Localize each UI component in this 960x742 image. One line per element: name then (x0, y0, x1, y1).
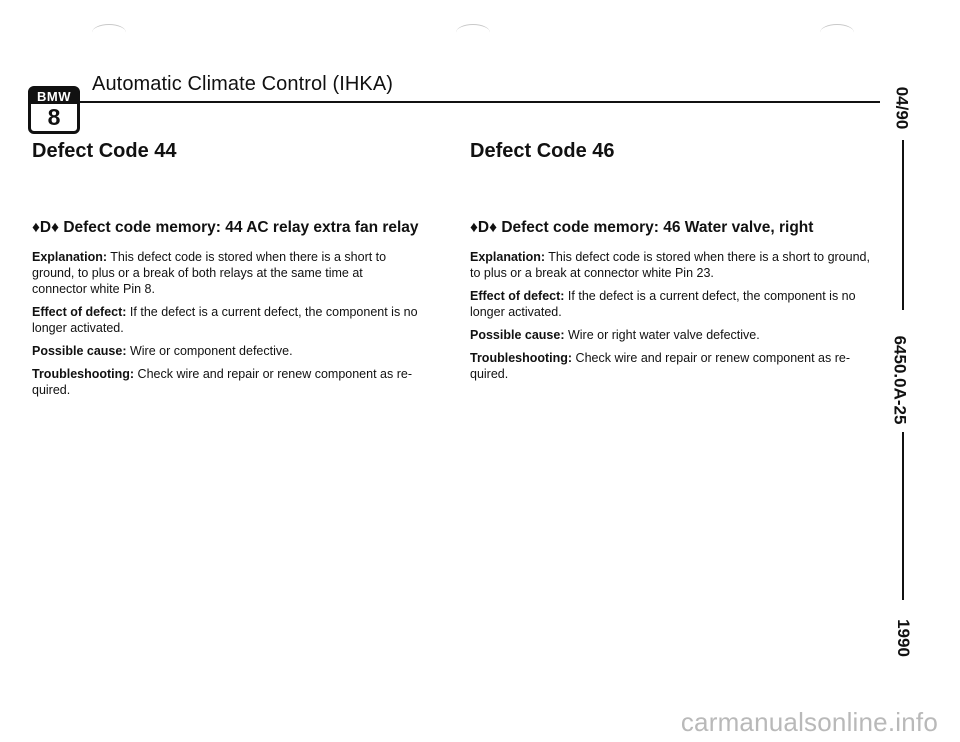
defect-code-title: Defect Code 44 (32, 140, 177, 162)
item-label: Possible cause: (32, 344, 127, 358)
item-label: Troubleshooting: (470, 351, 573, 365)
item-label: Troubleshooting: (32, 367, 135, 381)
defect-code-44-section (32, 140, 420, 405)
effect-paragraph (32, 304, 420, 336)
item-label: Effect of defect: (32, 305, 127, 319)
item-label: Explanation: (32, 250, 108, 264)
item-text: If the defect is a current defect, the component is no longer activated. (470, 289, 856, 319)
defect-code-title: Defect Code 46 (470, 140, 615, 162)
effect-paragraph (470, 288, 870, 320)
item-text: Wire or right water valve defective. (564, 328, 760, 342)
side-date-label: 04/90 (892, 86, 912, 130)
item-label: Explanation: (470, 250, 546, 264)
side-year-label: 1990 (893, 619, 913, 657)
cause-paragraph (470, 327, 870, 343)
troubleshooting-paragraph (32, 366, 420, 398)
scan-arc-middle (456, 24, 490, 41)
explanation-paragraph (32, 249, 420, 297)
defect-code-46-section (470, 140, 870, 389)
logo-brand: BMW (31, 89, 77, 104)
defect-memory-heading: ♦D♦ Defect code memory: 46 Water valve, right (470, 219, 814, 236)
header-rule (80, 101, 880, 103)
explanation-paragraph (470, 249, 870, 281)
item-text: This defect code is stored when there is a short to ground, to plus or a break at connector white Pin 23. (470, 250, 870, 280)
side-rule-1 (902, 140, 904, 310)
item-label: Effect of defect: (470, 289, 565, 303)
item-text: If the defect is a current defect, the component is no longer activated. (32, 305, 418, 335)
bmw-8-logo (28, 86, 80, 134)
scan-arc-right (820, 24, 854, 41)
item-text: Check wire and repair or renew component as re-quired. (32, 367, 412, 397)
cause-paragraph (32, 343, 420, 359)
footer-watermark: carmanualsonline.info (680, 707, 938, 737)
side-doc-number-label: 6450.0A-25 (890, 335, 910, 425)
item-text: Check wire and repair or renew component as re-quired. (470, 351, 850, 381)
item-label: Possible cause: (470, 328, 565, 342)
item-text: This defect code is stored when there is a short to ground, to plus or a break of both relays at the same time at connector white Pin 8. (32, 250, 387, 296)
scan-arc-left (92, 24, 126, 41)
logo-series: 8 (47, 104, 61, 130)
item-text: Wire or component defective. (126, 344, 293, 358)
side-rule-2 (902, 432, 904, 600)
page-header-title: Automatic Climate Control (IHKA) (92, 73, 394, 95)
defect-memory-heading: ♦D♦ Defect code memory: 44 AC relay extra fan relay (32, 219, 419, 236)
troubleshooting-paragraph (470, 350, 870, 382)
